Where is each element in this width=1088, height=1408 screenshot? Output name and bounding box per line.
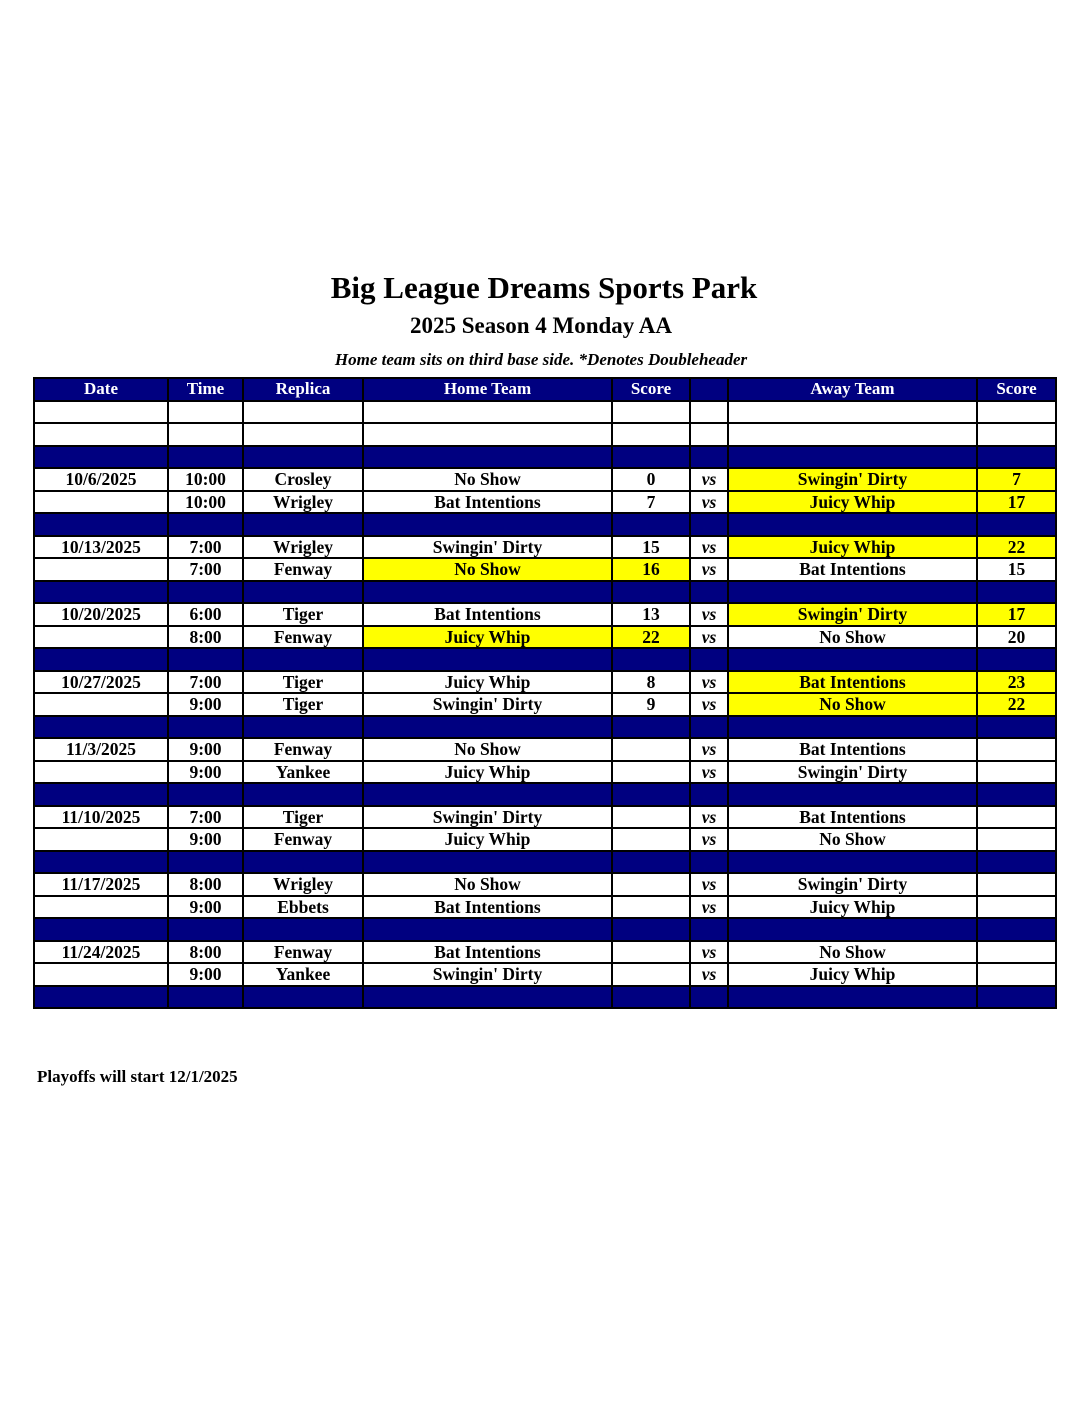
- home-score-cell: 22: [612, 626, 690, 649]
- away-team-cell: [728, 423, 977, 446]
- home-team-cell: [363, 648, 612, 671]
- vs-cell: vs: [690, 558, 728, 581]
- away-score-cell: [977, 941, 1056, 964]
- time-cell: [168, 513, 243, 536]
- away-score-cell: [977, 828, 1056, 851]
- separator-row: [34, 446, 1056, 469]
- away-team-cell: Swingin' Dirty: [728, 873, 977, 896]
- time-cell: 9:00: [168, 896, 243, 919]
- table-row: [34, 626, 1056, 649]
- replica-cell: Yankee: [243, 963, 363, 986]
- date-cell: [34, 918, 168, 941]
- vs-cell: [690, 401, 728, 424]
- table-header-row: [34, 378, 1056, 401]
- table-row: [34, 536, 1056, 559]
- date-cell: [34, 963, 168, 986]
- vs-cell: vs: [690, 491, 728, 514]
- table-row: [34, 603, 1056, 626]
- time-cell: 8:00: [168, 941, 243, 964]
- table-row: [34, 558, 1056, 581]
- home-score-cell: [612, 896, 690, 919]
- home-score-cell: [612, 941, 690, 964]
- home-team-cell: [363, 851, 612, 874]
- separator-row: [34, 851, 1056, 874]
- home-team-cell: No Show: [363, 738, 612, 761]
- replica-cell: Fenway: [243, 626, 363, 649]
- home-score-cell: 7: [612, 491, 690, 514]
- vs-cell: [690, 986, 728, 1009]
- replica-cell: [243, 918, 363, 941]
- vs-cell: [690, 783, 728, 806]
- table-row: [34, 806, 1056, 829]
- home-team-cell: No Show: [363, 468, 612, 491]
- vs-cell: [690, 513, 728, 536]
- time-cell: 8:00: [168, 626, 243, 649]
- away-score-cell: 20: [977, 626, 1056, 649]
- col-header-date: Date: [34, 378, 168, 401]
- page-subtitle: 2025 Season 4 Monday AA: [410, 313, 672, 338]
- separator-row: [34, 581, 1056, 604]
- away-score-cell: [977, 896, 1056, 919]
- away-score-cell: [977, 423, 1056, 446]
- home-team-cell: [363, 716, 612, 739]
- table-row: [34, 828, 1056, 851]
- away-score-cell: [977, 513, 1056, 536]
- replica-cell: [243, 446, 363, 469]
- vs-cell: vs: [690, 693, 728, 716]
- time-cell: 6:00: [168, 603, 243, 626]
- replica-cell: Tiger: [243, 603, 363, 626]
- time-cell: [168, 648, 243, 671]
- home-team-cell: Swingin' Dirty: [363, 693, 612, 716]
- time-cell: 9:00: [168, 738, 243, 761]
- schedule-body: [34, 401, 1056, 1009]
- replica-cell: Fenway: [243, 828, 363, 851]
- home-team-cell: [363, 918, 612, 941]
- away-score-cell: 22: [977, 693, 1056, 716]
- away-team-cell: Swingin' Dirty: [728, 603, 977, 626]
- home-score-cell: [612, 423, 690, 446]
- vs-cell: [690, 851, 728, 874]
- date-cell: [34, 783, 168, 806]
- home-team-cell: Swingin' Dirty: [363, 963, 612, 986]
- replica-cell: Yankee: [243, 761, 363, 784]
- table-row: [34, 873, 1056, 896]
- replica-cell: [243, 986, 363, 1009]
- vs-cell: [690, 446, 728, 469]
- page-title: Big League Dreams Sports Park: [330, 270, 758, 305]
- date-cell: [34, 581, 168, 604]
- home-team-cell: [363, 513, 612, 536]
- time-cell: 9:00: [168, 693, 243, 716]
- date-cell: 10/27/2025: [34, 671, 168, 694]
- vs-cell: vs: [690, 468, 728, 491]
- replica-cell: Tiger: [243, 693, 363, 716]
- vs-cell: [690, 581, 728, 604]
- home-score-cell: [612, 716, 690, 739]
- date-cell: 11/24/2025: [34, 941, 168, 964]
- away-team-cell: [728, 783, 977, 806]
- away-team-cell: No Show: [728, 693, 977, 716]
- time-cell: 9:00: [168, 828, 243, 851]
- replica-cell: Tiger: [243, 671, 363, 694]
- away-team-cell: Swingin' Dirty: [728, 761, 977, 784]
- table-row: [34, 671, 1056, 694]
- time-cell: 7:00: [168, 671, 243, 694]
- vs-cell: vs: [690, 761, 728, 784]
- replica-cell: [243, 581, 363, 604]
- col-header-home-score: Score: [612, 378, 690, 401]
- replica-cell: Tiger: [243, 806, 363, 829]
- home-team-cell: Juicy Whip: [363, 626, 612, 649]
- replica-cell: Ebbets: [243, 896, 363, 919]
- table-row: [34, 468, 1056, 491]
- home-team-cell: Bat Intentions: [363, 491, 612, 514]
- table-row: [34, 738, 1056, 761]
- col-header-away-score: Score: [977, 378, 1056, 401]
- vs-cell: [690, 716, 728, 739]
- separator-row: [34, 716, 1056, 739]
- date-cell: [34, 558, 168, 581]
- time-cell: 10:00: [168, 491, 243, 514]
- date-cell: 11/17/2025: [34, 873, 168, 896]
- table-row: [34, 761, 1056, 784]
- home-team-cell: No Show: [363, 558, 612, 581]
- vs-cell: vs: [690, 873, 728, 896]
- replica-cell: Fenway: [243, 941, 363, 964]
- col-header-vs: [690, 378, 728, 401]
- vs-cell: vs: [690, 806, 728, 829]
- away-score-cell: 17: [977, 491, 1056, 514]
- away-team-cell: [728, 716, 977, 739]
- time-cell: 7:00: [168, 806, 243, 829]
- date-cell: [34, 401, 168, 424]
- away-team-cell: Bat Intentions: [728, 671, 977, 694]
- date-cell: [34, 423, 168, 446]
- away-score-cell: [977, 401, 1056, 424]
- vs-cell: [690, 918, 728, 941]
- home-score-cell: [612, 851, 690, 874]
- table-row: [34, 491, 1056, 514]
- away-team-cell: Bat Intentions: [728, 806, 977, 829]
- home-score-cell: [612, 581, 690, 604]
- away-team-cell: Juicy Whip: [728, 896, 977, 919]
- away-score-cell: 15: [977, 558, 1056, 581]
- replica-cell: [243, 513, 363, 536]
- away-team-cell: [728, 851, 977, 874]
- table-row: [34, 896, 1056, 919]
- away-team-cell: Bat Intentions: [728, 558, 977, 581]
- vs-cell: vs: [690, 536, 728, 559]
- col-header-away-team: Away Team: [728, 378, 977, 401]
- header-note: Home team sits on third base side. *Denotes Doubleheader: [334, 350, 748, 369]
- vs-cell: vs: [690, 626, 728, 649]
- home-team-cell: [363, 446, 612, 469]
- replica-cell: [243, 423, 363, 446]
- home-team-cell: Bat Intentions: [363, 603, 612, 626]
- home-score-cell: [612, 648, 690, 671]
- away-score-cell: [977, 806, 1056, 829]
- away-score-cell: 7: [977, 468, 1056, 491]
- date-cell: 11/3/2025: [34, 738, 168, 761]
- home-score-cell: [612, 738, 690, 761]
- vs-cell: vs: [690, 671, 728, 694]
- away-team-cell: No Show: [728, 828, 977, 851]
- date-cell: 11/10/2025: [34, 806, 168, 829]
- away-team-cell: No Show: [728, 626, 977, 649]
- vs-cell: vs: [690, 828, 728, 851]
- replica-cell: [243, 783, 363, 806]
- blank-row: [34, 423, 1056, 446]
- away-team-cell: [728, 581, 977, 604]
- vs-cell: vs: [690, 603, 728, 626]
- home-score-cell: [612, 783, 690, 806]
- replica-cell: Wrigley: [243, 536, 363, 559]
- away-team-cell: [728, 401, 977, 424]
- replica-cell: [243, 716, 363, 739]
- away-score-cell: [977, 986, 1056, 1009]
- table-row: [34, 963, 1056, 986]
- away-score-cell: [977, 963, 1056, 986]
- home-score-cell: 8: [612, 671, 690, 694]
- home-score-cell: 16: [612, 558, 690, 581]
- replica-cell: Wrigley: [243, 873, 363, 896]
- away-team-cell: Swingin' Dirty: [728, 468, 977, 491]
- away-score-cell: [977, 873, 1056, 896]
- schedule-table: [33, 377, 1057, 1009]
- home-team-cell: Bat Intentions: [363, 941, 612, 964]
- away-team-cell: Bat Intentions: [728, 738, 977, 761]
- table-row: [34, 941, 1056, 964]
- separator-row: [34, 986, 1056, 1009]
- col-header-time: Time: [168, 378, 243, 401]
- time-cell: [168, 851, 243, 874]
- home-score-cell: [612, 918, 690, 941]
- away-team-cell: [728, 918, 977, 941]
- home-score-cell: 13: [612, 603, 690, 626]
- separator-row: [34, 513, 1056, 536]
- date-cell: [34, 693, 168, 716]
- home-score-cell: [612, 513, 690, 536]
- away-score-cell: [977, 761, 1056, 784]
- date-cell: [34, 648, 168, 671]
- away-score-cell: [977, 446, 1056, 469]
- date-cell: [34, 761, 168, 784]
- away-score-cell: [977, 851, 1056, 874]
- away-score-cell: [977, 738, 1056, 761]
- time-cell: 7:00: [168, 558, 243, 581]
- home-score-cell: [612, 446, 690, 469]
- home-score-cell: [612, 761, 690, 784]
- col-header-home-team: Home Team: [363, 378, 612, 401]
- time-cell: [168, 401, 243, 424]
- away-team-cell: Juicy Whip: [728, 536, 977, 559]
- home-score-cell: 0: [612, 468, 690, 491]
- home-score-cell: [612, 401, 690, 424]
- home-team-cell: No Show: [363, 873, 612, 896]
- home-team-cell: [363, 581, 612, 604]
- replica-cell: [243, 648, 363, 671]
- vs-cell: vs: [690, 963, 728, 986]
- away-team-cell: [728, 986, 977, 1009]
- vs-cell: [690, 423, 728, 446]
- date-cell: [34, 851, 168, 874]
- away-team-cell: [728, 446, 977, 469]
- separator-row: [34, 918, 1056, 941]
- time-cell: 10:00: [168, 468, 243, 491]
- time-cell: [168, 783, 243, 806]
- date-cell: 10/6/2025: [34, 468, 168, 491]
- home-team-cell: Juicy Whip: [363, 828, 612, 851]
- home-team-cell: [363, 986, 612, 1009]
- home-score-cell: 15: [612, 536, 690, 559]
- separator-row: [34, 783, 1056, 806]
- home-team-cell: Bat Intentions: [363, 896, 612, 919]
- vs-cell: vs: [690, 941, 728, 964]
- away-team-cell: [728, 648, 977, 671]
- away-score-cell: [977, 918, 1056, 941]
- vs-cell: vs: [690, 896, 728, 919]
- home-score-cell: [612, 806, 690, 829]
- away-score-cell: [977, 648, 1056, 671]
- time-cell: [168, 716, 243, 739]
- time-cell: [168, 986, 243, 1009]
- home-team-cell: Juicy Whip: [363, 761, 612, 784]
- away-score-cell: [977, 581, 1056, 604]
- away-score-cell: [977, 716, 1056, 739]
- vs-cell: vs: [690, 738, 728, 761]
- date-cell: [34, 513, 168, 536]
- away-score-cell: 23: [977, 671, 1056, 694]
- replica-cell: Crosley: [243, 468, 363, 491]
- replica-cell: Fenway: [243, 558, 363, 581]
- home-team-cell: [363, 783, 612, 806]
- time-cell: 8:00: [168, 873, 243, 896]
- time-cell: [168, 446, 243, 469]
- home-score-cell: [612, 873, 690, 896]
- replica-cell: Wrigley: [243, 491, 363, 514]
- home-score-cell: [612, 963, 690, 986]
- replica-cell: Fenway: [243, 738, 363, 761]
- time-cell: [168, 918, 243, 941]
- time-cell: [168, 423, 243, 446]
- home-score-cell: [612, 986, 690, 1009]
- home-score-cell: [612, 828, 690, 851]
- home-team-cell: Swingin' Dirty: [363, 806, 612, 829]
- date-cell: [34, 491, 168, 514]
- home-team-cell: Juicy Whip: [363, 671, 612, 694]
- home-team-cell: [363, 401, 612, 424]
- replica-cell: [243, 401, 363, 424]
- away-score-cell: 22: [977, 536, 1056, 559]
- away-score-cell: [977, 783, 1056, 806]
- date-cell: [34, 446, 168, 469]
- date-cell: [34, 828, 168, 851]
- time-cell: [168, 581, 243, 604]
- date-cell: 10/13/2025: [34, 536, 168, 559]
- playoffs-note: Playoffs will start 12/1/2025: [37, 1067, 238, 1086]
- home-score-cell: 9: [612, 693, 690, 716]
- col-header-replica: Replica: [243, 378, 363, 401]
- away-team-cell: Juicy Whip: [728, 491, 977, 514]
- away-team-cell: No Show: [728, 941, 977, 964]
- home-team-cell: Swingin' Dirty: [363, 536, 612, 559]
- table-row: [34, 693, 1056, 716]
- separator-row: [34, 648, 1056, 671]
- date-cell: [34, 896, 168, 919]
- time-cell: 9:00: [168, 963, 243, 986]
- blank-row: [34, 401, 1056, 424]
- date-cell: [34, 626, 168, 649]
- replica-cell: [243, 851, 363, 874]
- date-cell: [34, 716, 168, 739]
- date-cell: 10/20/2025: [34, 603, 168, 626]
- home-team-cell: [363, 423, 612, 446]
- away-team-cell: [728, 513, 977, 536]
- date-cell: [34, 986, 168, 1009]
- away-score-cell: 17: [977, 603, 1056, 626]
- away-team-cell: Juicy Whip: [728, 963, 977, 986]
- time-cell: 9:00: [168, 761, 243, 784]
- vs-cell: [690, 648, 728, 671]
- time-cell: 7:00: [168, 536, 243, 559]
